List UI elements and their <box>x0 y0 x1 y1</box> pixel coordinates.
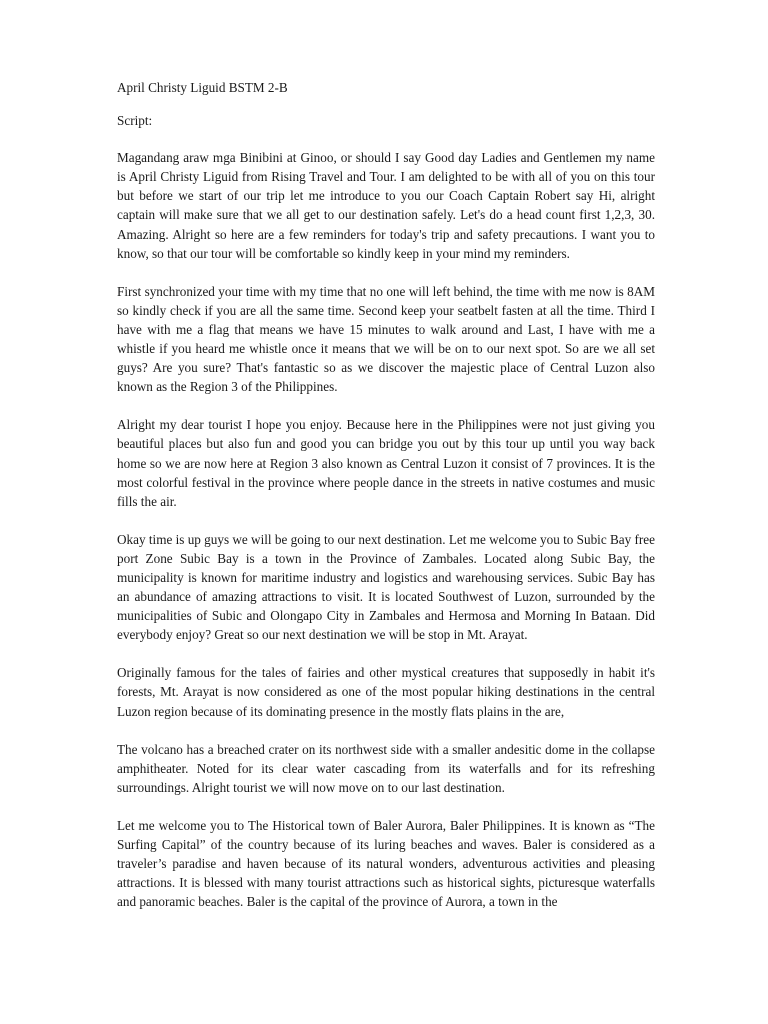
paragraph-central-luzon: Alright my dear tourist I hope you enjoy. Because here in the Philippines were not just giving you beautiful places but also fun and good you can bridge you out by this tour up until you way back home so we are now here at Region 3 also known as Central Luzon it consist of 7 provinces. It is the most colorful festival in the province where people dance in the streets in native costumes and music fills the air. <box>117 417 655 509</box>
paragraph-baler: Let me welcome you to The Historical town of Baler Aurora, Baler Philippines. It is known as “The Surfing Capital” of the country because of its luring beaches and waves. Baler is considered as a traveler’s paradise and haven because of its natural wonders, adventurous activities and pleasing attractions. It is blessed with many tourist attractions such as historical sights, picturesque waterfalls and panoramic beaches. Baler is the capital of the province of Aurora, a town in the <box>117 817 655 910</box>
document-page <box>117 78 655 930</box>
paragraph-mt-arayat: Originally famous for the tales of fairies and other mystical creatures that supposedly in habit it's forests, Mt. Arayat is now considered as one of the most popular hiking destinations in the central Luzon region because of its dominating presence in the mostly flats plains in the are, <box>117 665 655 719</box>
paragraph-volcano: The volcano has a breached crater on its northwest side with a smaller andesitic dome in the collapse amphitheater. Noted for its clear water cascading from its waterfalls and for its refreshing surroundings. Alright tourist we will now move on to our last destination. <box>117 741 655 795</box>
paragraph-intro: Magandang araw mga Binibini at Ginoo, or should I say Good day Ladies and Gentlemen my name is April Christy Liguid from Rising Travel and Tour. I am delighted to be with all of you on this tour but before we start of our trip let me introduce to you our Coach Captain Robert say Hi, alright captain will make sure that we all get to our destination safely. Let's do a head count first 1,2,3, 30. Amazing. Alright so here are a few reminders for today's trip and safety precautions. I want you to know, so that our tour will be comfortable so kindly keep in your mind my reminders. <box>117 150 655 261</box>
script-label: Script: <box>117 113 153 129</box>
paragraph-subic-bay: Okay time is up guys we will be going to our next destination. Let me welcome you to Subic Bay free port Zone Subic Bay is a town in the Province of Zambales. Located along Subic Bay, the municipality is known for maritime industry and logistics and warehousing services. Subic Bay has an abundance of amazing attractions to visit. It is located Southwest of Luzon, surrounded by the municipalities of Subic and Olongapo City in Zambales and Hermosa and Morning In Bataan. Did everybody enjoy? Great so our next destination we will be stop in Mt. Arayat. <box>117 531 656 643</box>
paragraph-reminders: First synchronized your time with my time that no one will left behind, the time with me now is 8AM so kindly check if you are all the same time. Second keep your seatbelt fasten at all the time. Third I have with me a flag that means we have 15 minutes to walk around and Last, I have with me a whistle if you heard me whistle once it means that we will be on to our next spot. So are we all set guys? Are you sure? That's fantastic so as we discover the majestic place of Central Luzon also known as the Region 3 of the Philippines. <box>117 283 655 395</box>
author-line: April Christy Liguid BSTM 2-B <box>117 80 288 95</box>
